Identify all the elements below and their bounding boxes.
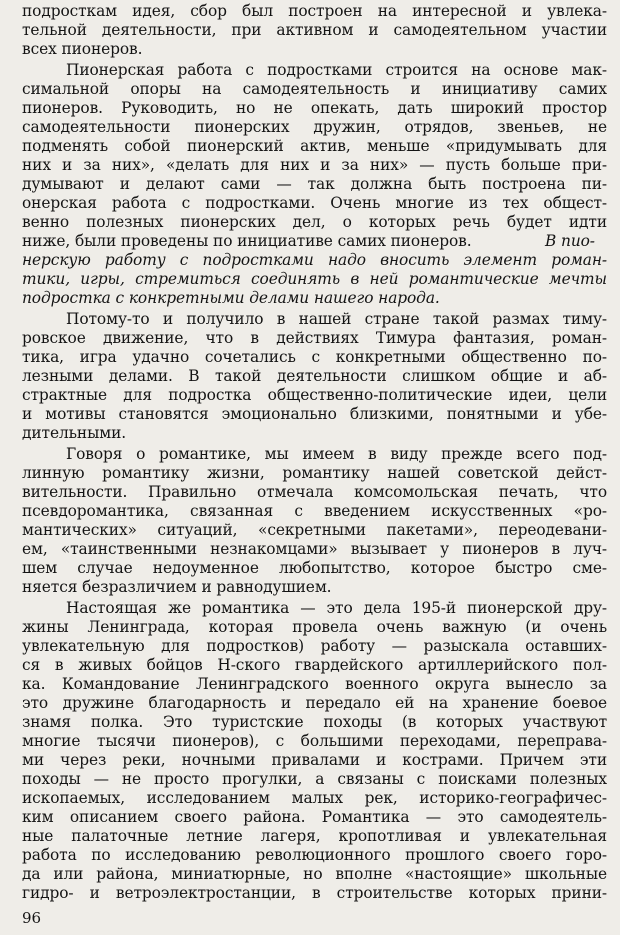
italic-text-line: подростка с конкретными делами нашего народа. <box>22 289 440 307</box>
text-line: ровское движение, что в действиях Тимура фантазия, роман- <box>22 329 607 347</box>
text-line: них и за них», «делать для них и за них» — пусть больше при- <box>22 156 607 174</box>
book-page <box>22 2 607 932</box>
text-line: мантических» ситуаций, «секретными пакетами», переодевани- <box>22 521 607 539</box>
text-line: ные палаточные летние лагеря, кропотливая и увлекательная <box>22 827 607 845</box>
text-line: ниже, были проведены по инициативе самих пионеров. <box>22 232 472 250</box>
text-line: симальной опоры на самодеятельность и инициативу самих <box>22 80 607 98</box>
text-line: ся в живых бойцов Н-ского гвардейского артиллерийского пол- <box>22 656 607 674</box>
text-line: и мотивы становятся эмоционально близкими, понятными и убе- <box>22 405 607 423</box>
text-line: ким описанием своего района. Романтика — это самодеятель- <box>22 808 607 826</box>
text-line: всех пионеров. <box>22 40 143 58</box>
text-line: Настоящая же романтика — это дела 195-й пионерской дру- <box>66 599 607 617</box>
text-line: шем случае недоуменное любопытство, которое быстро сме- <box>22 559 607 577</box>
text-line: тика, игра удачно сочетались с конкретными общественно по- <box>22 348 607 366</box>
text-line: да или района, миниатюрные, но вполне «настоящие» школьные <box>22 865 607 883</box>
page-number: 96 <box>22 909 42 927</box>
text-line: думывают и делают сами — так должна быть построена пи- <box>22 175 607 193</box>
text-line: работа по исследованию революционного прошлого своего горо- <box>22 846 607 864</box>
text-line: псевдоромантика, связанная с введением искусственных «ро- <box>22 502 607 520</box>
text-line: многие тысячи пионеров), с большими переходами, переправа- <box>22 732 607 750</box>
text-line: гидро- и ветроэлектростанции, в строительстве которых прини- <box>22 884 607 902</box>
text-line: увлекательную для подростков) работу — разыскала оставших- <box>22 637 607 655</box>
text-line: пионеров. Руководить, но не опекать, дать широкий простор <box>22 99 607 117</box>
text-line: жины Ленинграда, которая провела очень важную (и очень <box>22 618 607 636</box>
text-line: Пионерская работа с подростками строится на основе мак- <box>66 61 607 79</box>
text-line: Говоря о романтике, мы имеем в виду прежде всего под- <box>66 445 607 463</box>
text-line: подменять собой пионерский актив, меньше «придумывать для <box>22 137 607 155</box>
text-line: няется безразличием и равнодушием. <box>22 578 332 596</box>
text-line: подросткам идея, сбор был построен на интересной и увлека- <box>22 2 607 20</box>
text-line: вительности. Правильно отмечала комсомольская печать, что <box>22 483 607 501</box>
text-line: онерская работа с подростками. Очень многие из тех общест- <box>22 194 607 212</box>
text-line: знамя полка. Это туристские походы (в которых участвуют <box>22 713 607 731</box>
text-line: страктные для подростка общественно-политические идеи, цели <box>22 386 607 404</box>
italic-text-line: нерскую работу с подростками надо вносить элемент роман- <box>22 251 607 269</box>
text-line: ископаемых, исследованием малых рек, историко-географичес- <box>22 789 607 807</box>
italic-text-line: В пио- <box>545 232 595 250</box>
text-line: ем, «таинственными незнакомцами» вызывает у пионеров в луч- <box>22 540 607 558</box>
text-line: тельной деятельности, при активном и самодеятельном участии <box>22 21 607 39</box>
text-line: лезными делами. В такой деятельности слишком общие и аб- <box>22 367 607 385</box>
text-line: ми через реки, ночными привалами и кострами. Причем эти <box>22 751 607 769</box>
text-line: это дружине благодарность и передало ей на хранение боевое <box>22 694 607 712</box>
text-line: линную романтику жизни, романтику нашей советской дейст- <box>22 464 607 482</box>
text-line: Потому-то и получило в нашей стране такой размах тиму- <box>66 310 607 328</box>
text-line: венно полезных пионерских дел, о которых речь будет идти <box>22 213 607 231</box>
text-line: самодеятельности пионерских дружин, отрядов, звеньев, не <box>22 118 607 136</box>
text-line: ка. Командование Ленинградского военного округа вынесло за <box>22 675 607 693</box>
italic-text-line: тики, игры, стремиться соединять в ней романтические мечты <box>22 270 607 288</box>
text-line: походы — не просто прогулки, а связаны с поисками полезных <box>22 770 607 788</box>
text-line: дительными. <box>22 424 127 442</box>
